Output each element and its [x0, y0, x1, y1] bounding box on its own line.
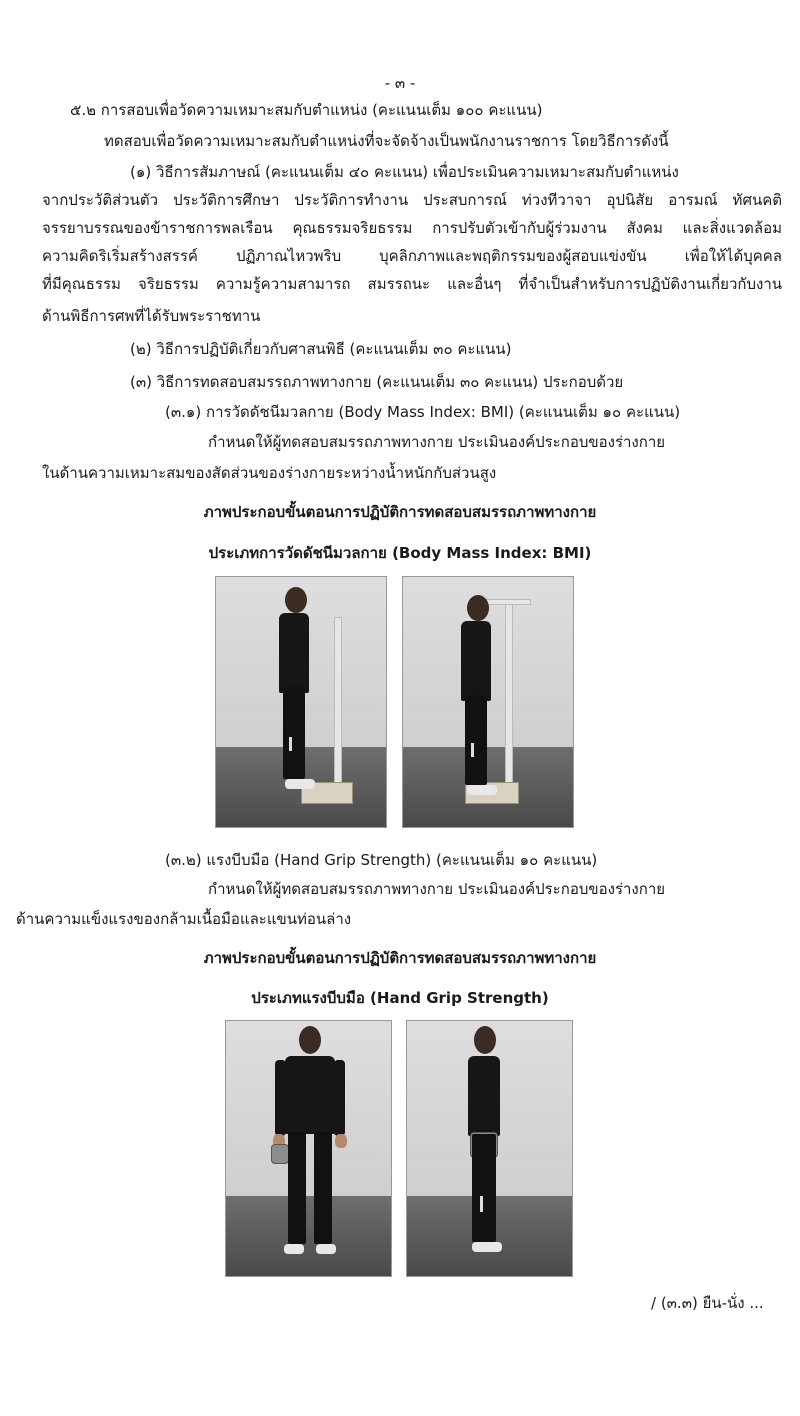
- bmi-photo-1: [215, 576, 387, 828]
- handgrip-photo-1: [225, 1020, 392, 1277]
- item2: (๒) วิธีการปฏิบัติเกี่ยวกับศาสนพิธี (คะแนนเต็ม ๓๐ คะแนน): [130, 340, 512, 358]
- handgrip-photo-2: [406, 1020, 573, 1277]
- item1-line: ที่มีคุณธรรม จริยธรรม ความรู้ความสามารถ สมรรถนะ และอื่นๆ ที่จำเป็นสำหรับการปฏิบัติงานเกี่ยวกับงาน: [42, 275, 782, 293]
- item31-desc-line2: ในด้านความเหมาะสมของสัดส่วนของร่างกายระหว่างน้ำหนักกับส่วนสูง: [42, 464, 497, 482]
- figure2-title-line1: ภาพประกอบขั้นตอนการปฏิบัติการทดสอบสมรรถภาพทางกาย: [203, 949, 597, 967]
- page-number: - ๓ -: [384, 74, 416, 92]
- person-figure: [271, 587, 331, 797]
- person-figure: [271, 1026, 351, 1266]
- item1-line: จรรยาบรรณของข้าราชการพลเรือน คุณธรรมจริยธรรม การปรับตัวเข้ากับผู้ร่วมงาน สังคม และสิ่งแวดล้อม: [42, 219, 782, 237]
- section-intro: ทดสอบเพื่อวัดความเหมาะสมกับตำแหน่งที่จะจัดจ้างเป็นพนักงานราชการ โดยวิธีการดังนี้: [104, 132, 669, 150]
- item1-line: (๑) วิธีการสัมภาษณ์ (คะแนนเต็ม ๔๐ คะแนน) เพื่อประเมินความเหมาะสมกับตำแหน่ง: [130, 163, 679, 181]
- next-page-hint: / (๓.๓) ยืน-นั่ง ...: [651, 1294, 764, 1312]
- item32-desc-line1: กำหนดให้ผู้ทดสอบสมรรถภาพทางกาย ประเมินองค์ประกอบของร่างกาย: [208, 880, 666, 898]
- item31-desc-line1: กำหนดให้ผู้ทดสอบสมรรถภาพทางกาย ประเมินองค์ประกอบของร่างกาย: [208, 433, 666, 451]
- section-heading: ๕.๒ การสอบเพื่อวัดความเหมาะสมกับตำแหน่ง (คะแนนเต็ม ๑๐๐ คะแนน): [70, 101, 543, 119]
- item32-title: (๓.๒) แรงบีบมือ (Hand Grip Strength) (คะแนนเต็ม ๑๐ คะแนน): [165, 851, 598, 869]
- item3: (๓) วิธีการทดสอบสมรรถภาพทางกาย (คะแนนเต็ม ๓๐ คะแนน) ประกอบด้วย: [130, 373, 624, 391]
- person-figure: [462, 1026, 522, 1266]
- item1-line: จากประวัติส่วนตัว ประวัติการศึกษา ประวัติการทำงาน ประสบการณ์ ท่วงทีวาจา อุปนิสัย อารมณ์ ทัศนคติ: [42, 191, 782, 209]
- item1-line: ความคิดริเริ่มสร้างสรรค์ ปฏิภาณไหวพริบ บุคลิกภาพและพฤติกรรมของผู้สอบแข่งขัน เพื่อให้ได้บุคคล: [42, 247, 782, 265]
- figure1-title-line1: ภาพประกอบขั้นตอนการปฏิบัติการทดสอบสมรรถภาพทางกาย: [203, 503, 597, 521]
- figure1-title-line2: ประเภทการวัดดัชนีมวลกาย (Body Mass Index: BMI): [208, 544, 592, 562]
- item1-line: ด้านพิธีการศพที่ได้รับพระราชทาน: [42, 307, 261, 325]
- bmi-photo-2: [402, 576, 574, 828]
- item31-title: (๓.๑) การวัดดัชนีมวลกาย (Body Mass Index: BMI) (คะแนนเต็ม ๑๐ คะแนน): [165, 403, 681, 421]
- item32-desc-line2: ด้านความแข็งแรงของกล้ามเนื้อมือและแขนท่อนล่าง: [16, 910, 352, 928]
- figure2-title-line2: ประเภทแรงบีบมือ (Hand Grip Strength): [251, 989, 549, 1007]
- person-figure: [453, 595, 513, 805]
